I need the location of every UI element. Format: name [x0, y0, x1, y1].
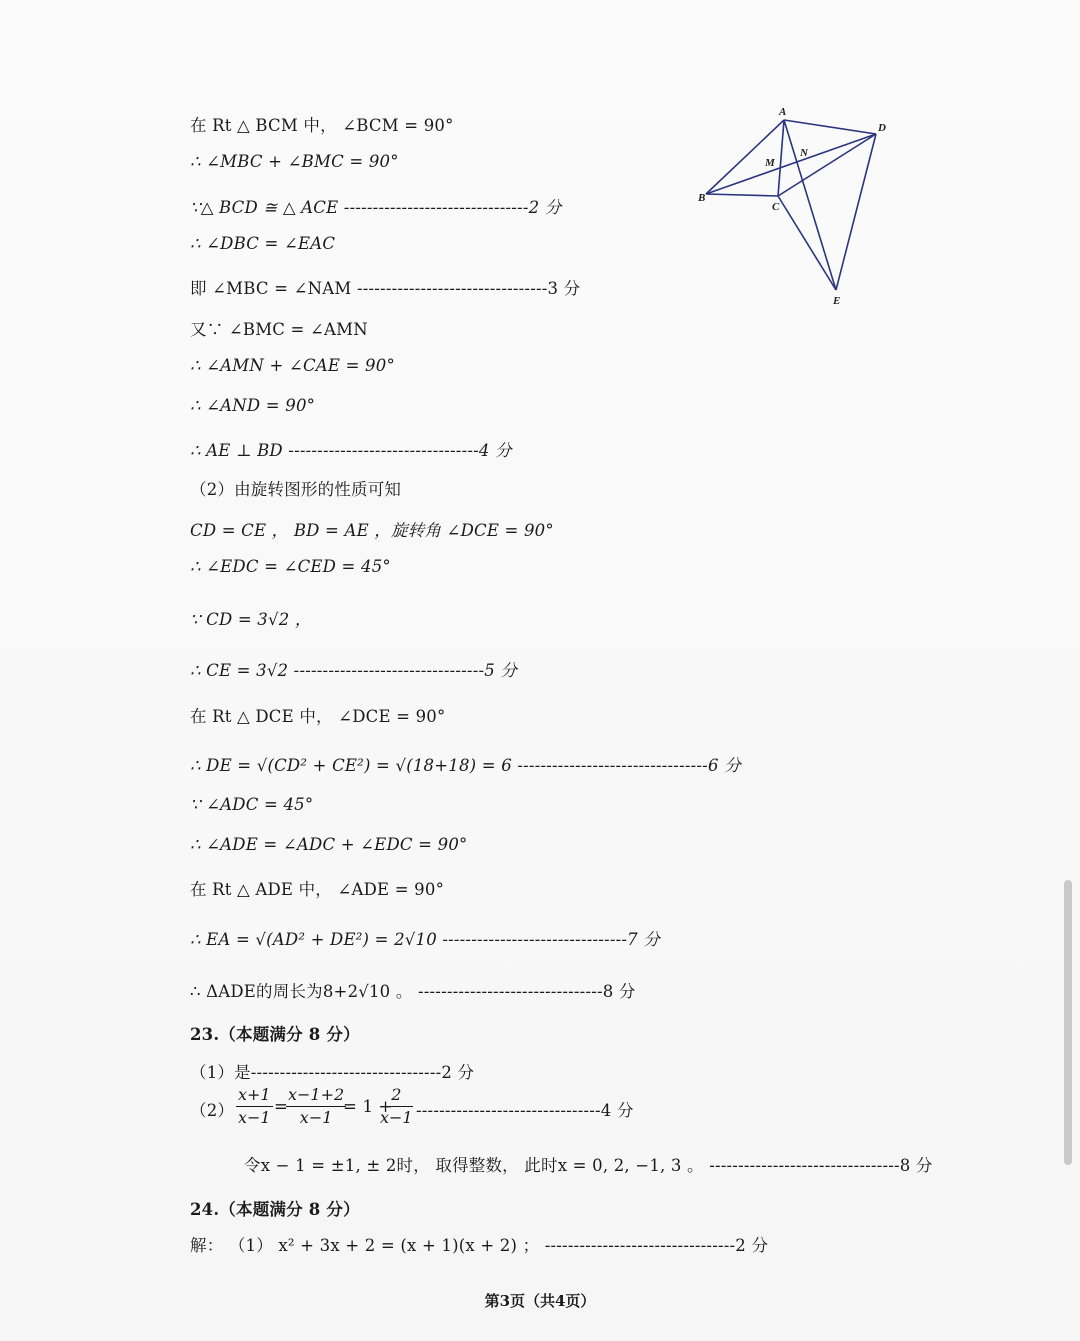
question-heading: 24.（本题满分 8 分）	[190, 1200, 360, 1219]
label-m: M	[765, 157, 775, 169]
step-label: （2）	[190, 1101, 235, 1120]
step-line: 在 Rt △ DCE 中， ∠DCE = 90°	[190, 707, 446, 726]
step-line: ∴ ΔADE的周长为8+2√10 。 --------------------------------8 分	[190, 982, 636, 1001]
figure-lines	[706, 120, 876, 290]
step-line: （1）是---------------------------------2 分	[190, 1063, 475, 1082]
step-line: ∴ ∠AND = 90°	[190, 396, 316, 415]
step-line: ∴ ∠EDC = ∠CED = 45°	[190, 557, 391, 576]
vertical-scrollbar[interactable]	[1064, 880, 1072, 1165]
score-marker: --------------------------------4 分	[416, 1101, 634, 1120]
step-line: 在 Rt △ ADE 中， ∠ADE = 90°	[190, 880, 445, 899]
step-line: ∴ ∠MBC + ∠BMC = 90°	[190, 152, 399, 171]
label-e: E	[833, 295, 841, 307]
fraction	[286, 1084, 346, 1129]
page-footer: 第3页（共4页）	[484, 1292, 596, 1310]
triangle-rotation-figure	[690, 100, 900, 315]
label-a: A	[779, 106, 787, 118]
section-heading: （2）由旋转图形的性质可知	[190, 480, 402, 499]
step-line: ∵ CD = 3√2 ，	[190, 610, 312, 629]
fraction-numerator: 2	[380, 1084, 413, 1107]
fraction-denominator: x−1	[299, 1108, 333, 1127]
fraction-denominator: x−1	[238, 1108, 271, 1127]
fraction	[236, 1084, 273, 1129]
question-heading: 23.（本题满分 8 分）	[190, 1025, 360, 1044]
step-line: ∴ AE ⊥ BD ---------------------------------4 分	[190, 441, 512, 460]
equals-sign: =	[274, 1097, 289, 1116]
step-line: 令x − 1 = ±1, ± 2时， 取得整数， 此时x = 0, 2, −1, 3 。 ---------------------------------8 分	[244, 1156, 933, 1175]
step-line: ∴ CE = 3√2 ---------------------------------5 分	[190, 661, 518, 680]
label-c: C	[772, 201, 780, 213]
step-line: 解： （1） x² + 3x + 2 = (x + 1)(x + 2) ； ---------------------------------2 分	[190, 1236, 769, 1255]
fraction	[380, 1084, 413, 1129]
label-d: D	[878, 122, 886, 134]
step-line: 即 ∠MBC = ∠NAM ---------------------------------3 分	[190, 279, 581, 298]
step-line: CD = CE ， BD = AE ，旋转角 ∠DCE = 90°	[190, 521, 554, 540]
step-line: ∴ ∠AMN + ∠CAE = 90°	[190, 356, 395, 375]
step-line: 又∵ ∠BMC = ∠AMN	[190, 320, 368, 339]
step-line: ∵ ∠ADC = 45°	[190, 795, 314, 814]
fraction-denominator: x−1	[380, 1108, 413, 1127]
equals-sign: = 1 +	[343, 1097, 393, 1116]
label-n: N	[800, 147, 808, 159]
step-line: 在 Rt △ BCM 中， ∠BCM = 90°	[190, 116, 454, 135]
step-line: ∴ DE = √(CD² + CE²) = √(18+18) = 6 ---------------------------------6 分	[190, 756, 741, 775]
step-line: ∴ EA = √(AD² + DE²) = 2√10 --------------------------------7 分	[190, 930, 660, 949]
step-line: ∴ ∠DBC = ∠EAC	[190, 234, 336, 253]
fraction-numerator: x−1+2	[286, 1084, 346, 1107]
step-line: ∵△ BCD ≅ △ ACE --------------------------------2 分	[190, 198, 562, 217]
label-b: B	[698, 192, 706, 204]
fraction-numerator: x+1	[236, 1084, 273, 1107]
step-line: ∴ ∠ADE = ∠ADC + ∠EDC = 90°	[190, 835, 468, 854]
